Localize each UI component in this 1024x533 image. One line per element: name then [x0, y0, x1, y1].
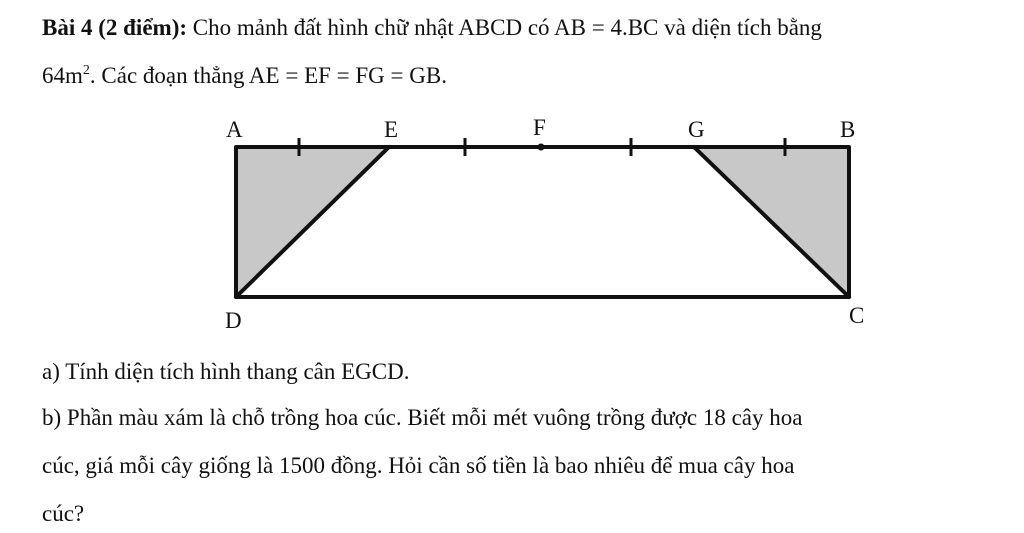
problem-text-1: Cho mảnh đất hình chữ nhật ABCD có AB = 4.BC và diện tích bằng: [187, 15, 822, 40]
question-a: a) Tính diện tích hình thang cân EGCD.: [42, 359, 410, 384]
label-c: C: [849, 303, 865, 328]
label-b: B: [840, 117, 856, 142]
problem-heading: Bài 4 (2 điểm):: [42, 15, 188, 40]
question-b-line-3: cúc?: [42, 501, 85, 526]
label-g: G: [688, 117, 705, 142]
problem-text-2: . Các đoạn thẳng AE = EF = FG = GB.: [89, 63, 447, 88]
area-value: 64m: [42, 63, 83, 88]
point-f: [538, 144, 545, 151]
question-b-line-2: cúc, giá mỗi cây giống là 1500 đồng. Hỏi cần số tiền là bao nhiêu để mua cây hoa: [42, 453, 795, 478]
label-f: F: [533, 115, 546, 140]
label-a: A: [226, 117, 243, 142]
question-b-line-1: b) Phần màu xám là chỗ trồng hoa cúc. Biết mỗi mét vuông trồng được 18 cây hoa: [42, 405, 803, 430]
label-e: E: [384, 117, 399, 142]
area-exponent: 2: [82, 63, 90, 78]
label-d: D: [225, 308, 242, 333]
